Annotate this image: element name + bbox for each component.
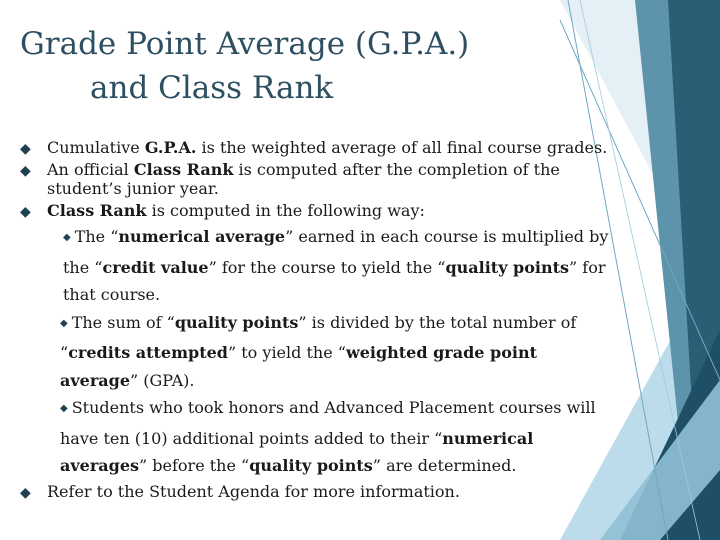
sub-bullet-quality-points <box>60 309 580 395</box>
text-run: is the weighted average of all final course grades. <box>196 138 608 157</box>
text-run: The “ <box>74 227 119 246</box>
diamond-bullet-icon: ◆ <box>20 484 31 501</box>
bold-term: Class Rank <box>133 160 234 179</box>
text-run: is computed in the following way: <box>146 201 425 220</box>
text-run: ” (GPA). <box>130 370 195 390</box>
text-run: The sum of “ <box>71 312 175 332</box>
small-diamond-icon: ◆ <box>63 232 71 243</box>
bold-term: credits attempted <box>68 343 228 362</box>
title-line-1: Grade Point Average (G.P.A.) <box>20 26 470 62</box>
text-run: Students who took honors and Advanced Placement courses will have ten (10) additional points added to their “ <box>60 398 596 448</box>
bold-term: numerical averages <box>60 428 534 475</box>
title-line-2: and Class Rank <box>90 70 334 106</box>
bullet-text <box>47 160 560 198</box>
text-run: ” for the course to yield the “ <box>208 257 446 277</box>
text-run: ” before the “ <box>139 456 250 475</box>
sub-bullet-text <box>63 227 608 304</box>
text-run: An official <box>47 160 134 179</box>
small-diamond-icon: ◆ <box>60 403 68 414</box>
bold-term: quality points <box>174 312 299 332</box>
text-run: ” for that course. <box>63 257 606 304</box>
bold-term: G.P.A. <box>144 138 197 157</box>
bullet-text <box>47 138 607 157</box>
bold-term: numerical average <box>118 227 286 246</box>
bullet-text <box>47 482 460 501</box>
page-title <box>20 22 580 110</box>
text-run: ” are determined. <box>372 456 517 475</box>
diamond-bullet-icon: ◆ <box>20 163 31 179</box>
diamond-bullet-icon: ◆ <box>20 141 31 157</box>
text-run: Refer to the Student Agenda for more information. <box>47 481 460 501</box>
bullet-gpa <box>20 138 630 157</box>
bold-term: weighted grade point average <box>60 343 537 390</box>
sub-bullet-honors <box>60 394 605 480</box>
diamond-bullet-icon: ◆ <box>20 204 31 220</box>
bold-term: credit value <box>102 257 209 277</box>
text-run: ” is divided by the total number of “ <box>60 312 577 362</box>
bullet-computation <box>20 201 630 220</box>
sub-bullet-text <box>60 313 576 390</box>
bold-term: quality points <box>445 257 570 277</box>
bold-term: Class Rank <box>47 201 147 220</box>
text-run: ” earned in each course is multiplied by the “ <box>63 227 609 277</box>
small-diamond-icon: ◆ <box>60 317 68 329</box>
text-run: ” to yield the “ <box>227 343 346 362</box>
sub-bullet-numerical-average <box>63 223 623 309</box>
text-run: is computed after the completion of the student’s junior year. <box>47 160 560 198</box>
bold-term: quality points <box>249 456 373 475</box>
sub-bullet-text <box>60 398 596 475</box>
bullet-refer <box>20 482 630 501</box>
bullet-text <box>47 201 425 220</box>
text-run: Cumulative <box>47 138 145 157</box>
slide-body <box>20 138 630 504</box>
bullet-class-rank <box>20 160 630 198</box>
